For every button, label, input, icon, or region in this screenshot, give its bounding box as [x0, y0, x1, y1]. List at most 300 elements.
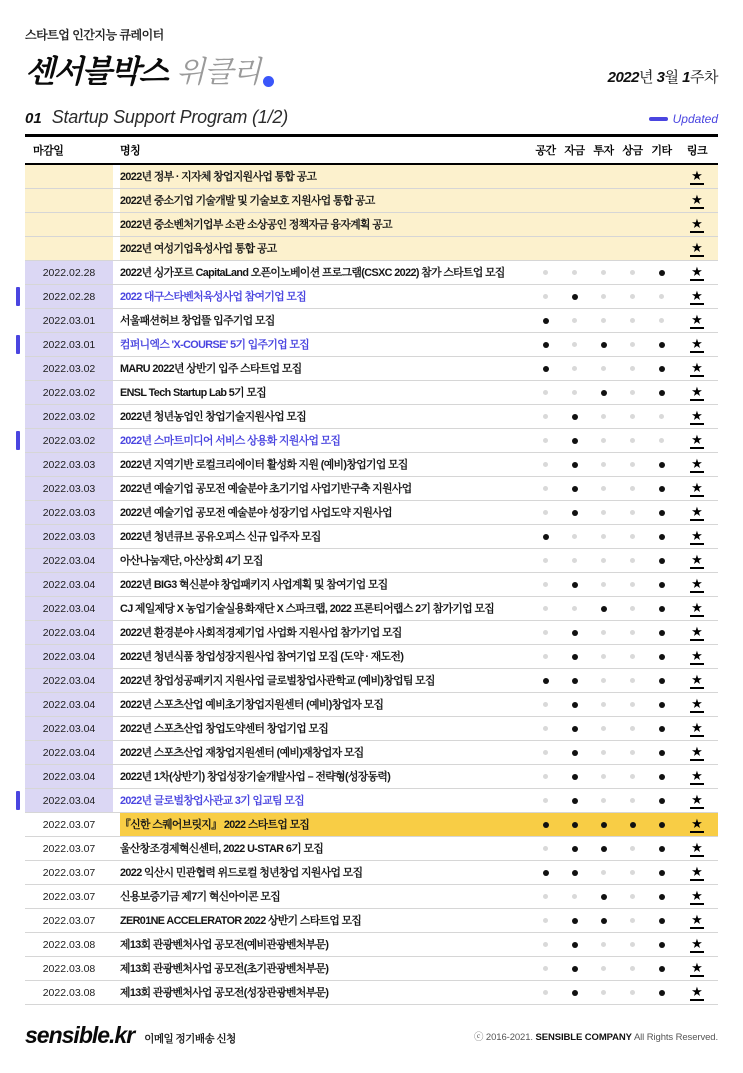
link-star-icon[interactable]: ★ [691, 599, 703, 615]
category-dot [601, 918, 607, 924]
link-star-icon[interactable]: ★ [691, 719, 703, 735]
category-dot [601, 750, 606, 755]
table-row [25, 909, 718, 933]
table-row [25, 237, 718, 261]
link-star-icon[interactable]: ★ [691, 167, 703, 183]
deadline-cell [25, 237, 113, 260]
category-dot [572, 774, 578, 780]
dot-cell-funds [560, 861, 589, 884]
dot-cell-space [531, 981, 560, 1004]
link-star-icon[interactable]: ★ [691, 647, 703, 663]
dot-cell-etc [647, 309, 676, 332]
dot-cell-etc [647, 813, 676, 836]
dot-cell-funds [560, 813, 589, 836]
link-cell [676, 261, 718, 284]
dot-cell-etc [647, 549, 676, 572]
link-cell [676, 573, 718, 596]
category-dot [630, 894, 635, 899]
program-name: 2022년 BIG3 혁신분야 창업패키지 사업계획 및 참여기업 모집 [120, 579, 388, 591]
table-row [25, 933, 718, 957]
link-cell [676, 957, 718, 980]
table-row [25, 789, 718, 813]
dot-cell-prize [618, 789, 647, 812]
category-dot [659, 366, 665, 372]
dot-cell-space [531, 453, 560, 476]
category-dot [572, 918, 578, 924]
category-dot [572, 294, 578, 300]
link-star-icon[interactable]: ★ [691, 263, 703, 279]
category-dot [630, 630, 635, 635]
program-name: 『신한 스퀘어브릿지』 2022 스타트업 모집 [120, 819, 310, 831]
category-dot [630, 534, 635, 539]
category-dot [601, 558, 606, 563]
category-dot [630, 774, 635, 779]
dot-cell-prize [618, 309, 647, 332]
link-star-icon[interactable]: ★ [691, 239, 703, 255]
category-dot [572, 966, 578, 972]
dot-cell-funds [560, 237, 589, 260]
dot-cell-funds [560, 189, 589, 212]
link-star-icon[interactable]: ★ [691, 527, 703, 543]
dot-cell-funds [560, 429, 589, 452]
category-dot [630, 438, 635, 443]
table-row [25, 621, 718, 645]
category-dot [659, 414, 664, 419]
dot-cell-investment [589, 861, 618, 884]
program-name: 2022년 스포츠산업 창업도약센터 창업기업 모집 [120, 723, 329, 735]
link-cell [676, 813, 718, 836]
link-star-icon[interactable]: ★ [691, 695, 703, 711]
deadline-cell: 2022.03.02 [25, 405, 113, 428]
table-row [25, 597, 718, 621]
program-name: 2022년 중소벤처기업부 소관 소상공인 정책자금 융자계획 공고 [120, 219, 392, 231]
link-star-icon[interactable]: ★ [691, 215, 703, 231]
program-name: 2022년 여성기업육성사업 통합 공고 [120, 243, 277, 255]
table-header-row [25, 137, 718, 165]
category-dot [630, 990, 635, 995]
category-dot [543, 990, 548, 995]
link-star-icon[interactable]: ★ [691, 287, 703, 303]
link-star-icon[interactable]: ★ [691, 407, 703, 423]
category-dot [572, 486, 578, 492]
category-dot [572, 798, 578, 804]
category-dot [572, 414, 578, 420]
dot-cell-etc [647, 861, 676, 884]
dot-cell-prize [618, 381, 647, 404]
issue-year-label: 년 [638, 69, 653, 86]
category-dot [572, 438, 578, 444]
category-dot [659, 342, 665, 348]
dot-cell-funds [560, 213, 589, 236]
category-dot [572, 702, 578, 708]
dot-cell-space [531, 429, 560, 452]
category-dot [601, 942, 606, 947]
header-space: 공간 [535, 145, 556, 157]
dot-cell-investment [589, 285, 618, 308]
dot-cell-etc [647, 597, 676, 620]
program-name: 2022년 예술기업 공모전 예술분야 성장기업 사업도약 지원사업 [120, 507, 392, 519]
dot-cell-etc [647, 357, 676, 380]
link-cell [676, 885, 718, 908]
dot-cell-etc [647, 693, 676, 716]
dot-cell-space [531, 405, 560, 428]
dot-cell-space [531, 525, 560, 548]
program-name: CJ 제일제당 X 농업기술실용화재단 X 스파크랩, 2022 프론티어랩스 2기 참가기업 모집 [120, 603, 495, 615]
footer [25, 1022, 718, 1049]
dot-cell-space [531, 957, 560, 980]
category-dot [630, 702, 635, 707]
category-dot [659, 462, 665, 468]
category-dot [543, 726, 548, 731]
dot-cell-funds [560, 741, 589, 764]
link-cell [676, 765, 718, 788]
table-row [25, 885, 718, 909]
dot-cell-prize [618, 213, 647, 236]
dot-cell-prize [618, 765, 647, 788]
dot-cell-etc [647, 261, 676, 284]
dot-cell-space [531, 189, 560, 212]
dot-cell-investment [589, 669, 618, 692]
table-row [25, 525, 718, 549]
deadline-cell [25, 213, 113, 236]
dot-cell-funds [560, 381, 589, 404]
link-star-icon[interactable]: ★ [691, 815, 703, 831]
dot-cell-etc [647, 885, 676, 908]
category-dot [630, 750, 635, 755]
category-dot [572, 510, 578, 516]
category-dot [630, 462, 635, 467]
link-cell [676, 909, 718, 932]
deadline-cell: 2022.03.03 [25, 477, 113, 500]
category-dot [543, 822, 549, 828]
link-cell [676, 837, 718, 860]
dot-cell-space [531, 357, 560, 380]
dot-cell-etc [647, 213, 676, 236]
category-dot [659, 678, 665, 684]
table-row [25, 261, 718, 285]
link-cell [676, 213, 718, 236]
table-row [25, 357, 718, 381]
category-dot [601, 630, 606, 635]
link-cell [676, 309, 718, 332]
category-dot [543, 342, 549, 348]
category-dot [630, 486, 635, 491]
dot-cell-prize [618, 357, 647, 380]
link-star-icon[interactable]: ★ [691, 575, 703, 591]
dot-cell-etc [647, 957, 676, 980]
dot-cell-investment [589, 477, 618, 500]
dot-cell-space [531, 333, 560, 356]
dot-cell-investment [589, 693, 618, 716]
dot-cell-prize [618, 333, 647, 356]
link-star-icon[interactable]: ★ [691, 743, 703, 759]
dot-cell-etc [647, 501, 676, 524]
category-dot [659, 318, 664, 323]
deadline-cell [25, 165, 113, 188]
dot-cell-funds [560, 165, 589, 188]
updated-bar-icon [16, 287, 20, 306]
category-dot [572, 342, 577, 347]
dot-cell-prize [618, 261, 647, 284]
link-star-icon[interactable]: ★ [691, 479, 703, 495]
category-dot [601, 654, 606, 659]
dot-cell-space [531, 309, 560, 332]
program-name: 2022년 청년큐브 공유오피스 신규 입주자 모집 [120, 531, 321, 543]
category-dot [601, 510, 606, 515]
table-row [25, 741, 718, 765]
link-cell [676, 693, 718, 716]
dot-cell-etc [647, 909, 676, 932]
dot-cell-space [531, 765, 560, 788]
link-star-icon[interactable]: ★ [691, 983, 703, 999]
copyright-text [474, 1029, 718, 1043]
program-name: ENSL Tech Startup Lab 5기 모집 [120, 387, 267, 399]
deadline-cell: 2022.03.03 [25, 525, 113, 548]
dot-cell-prize [618, 597, 647, 620]
category-dot [659, 270, 665, 276]
dot-cell-space [531, 909, 560, 932]
category-dot [543, 750, 548, 755]
deadline-cell: 2022.03.04 [25, 717, 113, 740]
deadline-cell: 2022.03.08 [42, 938, 96, 951]
category-dot [601, 870, 606, 875]
category-dot [659, 582, 665, 588]
dot-cell-investment [589, 813, 618, 836]
dot-cell-funds [560, 357, 589, 380]
dot-cell-funds [560, 477, 589, 500]
category-dot [630, 390, 635, 395]
table-row [25, 165, 718, 189]
category-dot [572, 726, 578, 732]
dot-cell-funds [560, 717, 589, 740]
table-row [25, 717, 718, 741]
issue-date [608, 66, 718, 91]
program-name: 울산창조경제혁신센터, 2022 U-STAR 6기 모집 [120, 843, 324, 855]
category-dot [601, 582, 606, 587]
section-header [25, 107, 718, 134]
link-cell [676, 357, 718, 380]
dot-cell-space [531, 717, 560, 740]
dot-cell-prize [618, 813, 647, 836]
subscribe-link[interactable]: 이메일 정기배송 신청 [144, 1033, 236, 1045]
dot-cell-space [531, 165, 560, 188]
dot-cell-funds [560, 669, 589, 692]
category-dot [543, 438, 548, 443]
dot-cell-investment [589, 597, 618, 620]
table-row [25, 813, 718, 837]
category-dot [659, 966, 665, 972]
brand-suffix: 위클리 [176, 56, 261, 89]
link-star-icon[interactable]: ★ [691, 839, 703, 855]
table-body [25, 165, 718, 1005]
dot-cell-prize [618, 285, 647, 308]
link-star-icon[interactable]: ★ [691, 911, 703, 927]
deadline-cell: 2022.02.28 [25, 261, 113, 284]
table-row [25, 285, 718, 309]
dot-cell-etc [647, 621, 676, 644]
program-name: 아산나눔재단, 아산상회 4기 모집 [120, 555, 263, 567]
dot-cell-funds [560, 309, 589, 332]
dot-cell-space [531, 741, 560, 764]
dot-cell-funds [560, 933, 589, 956]
dot-cell-space [531, 261, 560, 284]
link-star-icon[interactable]: ★ [691, 935, 703, 951]
category-dot [659, 558, 665, 564]
dot-cell-investment [589, 741, 618, 764]
category-dot [572, 270, 577, 275]
table-row [25, 981, 718, 1005]
category-dot [630, 846, 635, 851]
link-star-icon[interactable]: ★ [691, 863, 703, 879]
link-cell [676, 237, 718, 260]
category-dot [601, 486, 606, 491]
dot-cell-investment [589, 885, 618, 908]
link-star-icon[interactable]: ★ [691, 359, 703, 375]
category-dot [543, 654, 548, 659]
deadline-cell: 2022.03.02 [25, 381, 113, 404]
category-dot [601, 390, 607, 396]
link-star-icon[interactable]: ★ [691, 671, 703, 687]
dot-cell-space [531, 381, 560, 404]
dot-cell-funds [560, 789, 589, 812]
dot-cell-investment [589, 357, 618, 380]
table-row [25, 189, 718, 213]
table-row [25, 645, 718, 669]
dot-cell-space [531, 837, 560, 860]
category-dot [659, 822, 665, 828]
dot-cell-funds [560, 885, 589, 908]
header-name: 명칭 [120, 145, 141, 157]
category-dot [659, 630, 665, 636]
program-name: 제13회 관광벤처사업 공모전(예비관광벤처부문) [120, 939, 329, 951]
dot-cell-etc [647, 285, 676, 308]
link-star-icon[interactable]: ★ [691, 887, 703, 903]
header-prize: 상금 [622, 145, 643, 157]
program-name: 2022년 환경분야 사회적경제기업 사업화 지원사업 참가기업 모집 [120, 627, 402, 639]
link-cell [676, 621, 718, 644]
link-star-icon[interactable]: ★ [691, 335, 703, 351]
deadline-cell: 2022.03.07 [42, 818, 96, 831]
deadline-cell [25, 189, 113, 212]
deadline-cell: 2022.03.02 [25, 357, 113, 380]
dot-cell-investment [589, 213, 618, 236]
deadline-cell: 2022.03.07 [42, 890, 96, 903]
category-dot [572, 822, 578, 828]
category-dot [543, 606, 548, 611]
dot-cell-etc [647, 381, 676, 404]
link-star-icon[interactable]: ★ [691, 551, 703, 567]
link-star-icon[interactable]: ★ [691, 311, 703, 327]
category-dot [543, 942, 548, 947]
link-cell [676, 429, 718, 452]
category-dot [543, 774, 548, 779]
category-dot [572, 870, 578, 876]
dot-cell-space [531, 669, 560, 692]
dot-cell-space [531, 693, 560, 716]
program-name: 2022년 스포츠산업 재창업지원센터 (예비)재창업자 모집 [120, 747, 364, 759]
dot-cell-prize [618, 645, 647, 668]
section-title: Startup Support Program (1/2) [51, 107, 288, 127]
dot-cell-investment [589, 981, 618, 1004]
link-star-icon[interactable]: ★ [691, 959, 703, 975]
program-name: 컴퍼니엑스 'X-COURSE' 5기 입주기업 모집 [120, 339, 310, 351]
category-dot [659, 654, 665, 660]
updated-bar-icon [16, 431, 20, 450]
section-number: 01 [25, 110, 42, 127]
link-star-icon[interactable]: ★ [691, 767, 703, 783]
deadline-cell: 2022.03.04 [25, 597, 113, 620]
category-dot [601, 822, 607, 828]
header-funds: 자금 [564, 145, 585, 157]
dot-cell-etc [647, 525, 676, 548]
category-dot [630, 318, 635, 323]
link-star-icon[interactable]: ★ [691, 455, 703, 471]
link-star-icon[interactable]: ★ [691, 191, 703, 207]
dot-cell-funds [560, 645, 589, 668]
dot-cell-etc [647, 717, 676, 740]
link-cell [676, 381, 718, 404]
dot-cell-prize [618, 405, 647, 428]
link-star-icon[interactable]: ★ [691, 383, 703, 399]
dot-cell-funds [560, 837, 589, 860]
table-row [25, 429, 718, 453]
category-dot [543, 294, 548, 299]
dot-cell-investment [589, 429, 618, 452]
category-dot [543, 462, 548, 467]
dot-cell-etc [647, 645, 676, 668]
dot-cell-etc [647, 165, 676, 188]
program-name: 2022년 정부 · 지자체 창업지원사업 통합 공고 [120, 171, 317, 183]
program-name: 2022년 중소기업 기술개발 및 기술보호 지원사업 통합 공고 [120, 195, 375, 207]
table-row [25, 309, 718, 333]
category-dot [543, 534, 549, 540]
category-dot [543, 270, 548, 275]
link-cell [676, 717, 718, 740]
dot-cell-funds [560, 597, 589, 620]
category-dot [543, 318, 549, 324]
category-dot [543, 798, 548, 803]
deadline-cell: 2022.03.04 [25, 549, 113, 572]
link-cell [676, 789, 718, 812]
category-dot [630, 270, 635, 275]
footer-brand-link[interactable]: sensible.kr [25, 1022, 135, 1048]
program-name: 2022년 청년식품 창업성장지원사업 참여기업 모집 (도약 · 재도전) [120, 651, 404, 663]
deadline-cell: 2022.02.28 [25, 285, 113, 308]
issue-month-label: 월 [664, 69, 679, 86]
dot-cell-funds [560, 285, 589, 308]
category-dot [572, 534, 577, 539]
link-star-icon[interactable]: ★ [691, 431, 703, 447]
link-star-icon[interactable]: ★ [691, 503, 703, 519]
dot-cell-investment [589, 501, 618, 524]
category-dot [543, 582, 548, 587]
dot-cell-prize [618, 501, 647, 524]
category-dot [572, 654, 578, 660]
dot-cell-investment [589, 837, 618, 860]
dot-cell-etc [647, 933, 676, 956]
link-star-icon[interactable]: ★ [691, 791, 703, 807]
program-name: 신용보증기금 제7기 혁신아이콘 모집 [120, 891, 281, 903]
program-name: 서울패션허브 창업뜰 입주기업 모집 [120, 315, 275, 327]
category-dot [659, 486, 665, 492]
dot-cell-investment [589, 933, 618, 956]
link-star-icon[interactable]: ★ [691, 623, 703, 639]
program-name: 제13회 관광벤처사업 공모전(성장관광벤처부문) [120, 987, 329, 999]
category-dot [630, 822, 636, 828]
dot-cell-prize [618, 981, 647, 1004]
program-name: 2022년 청년농업인 창업기술지원사업 모집 [120, 411, 307, 423]
dot-cell-etc [647, 189, 676, 212]
